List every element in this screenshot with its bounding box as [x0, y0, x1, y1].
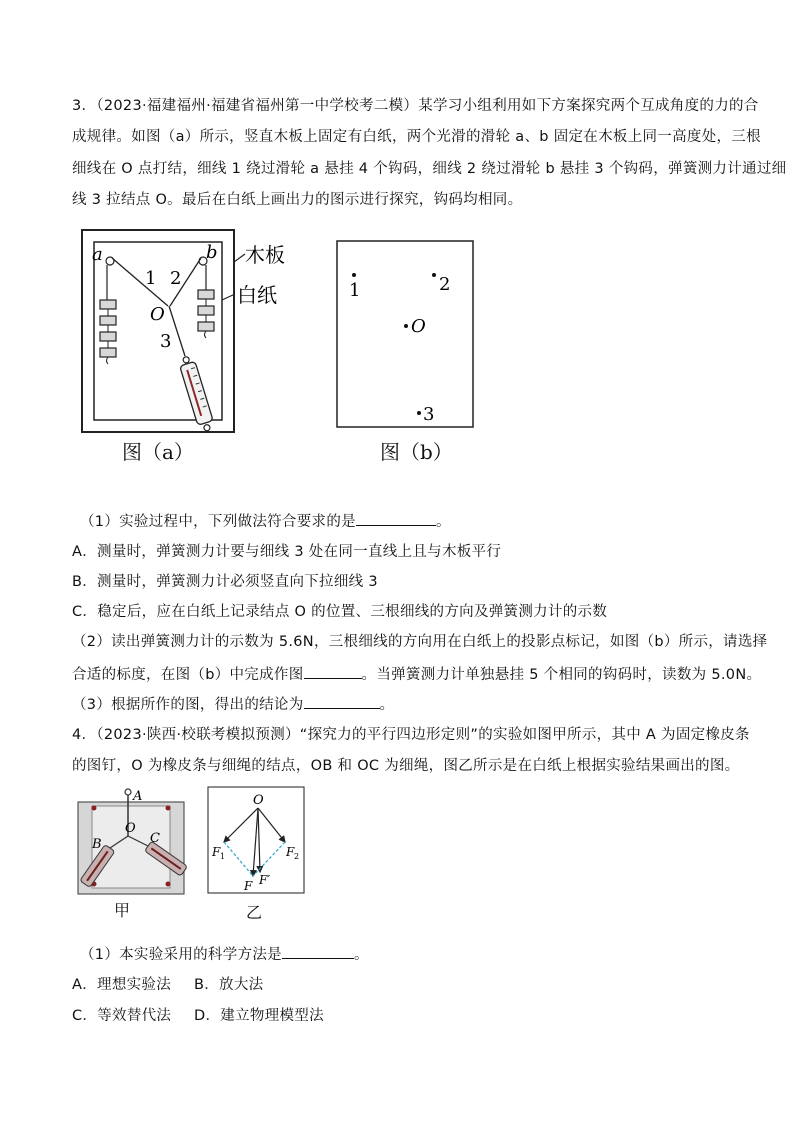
q4-line-1: 4．（2023·陕西·校联考模拟预测）“探究力的平行四边形定则”的实验如图甲所示，其中 A 为固定橡皮条	[72, 727, 750, 743]
q3-option-c: C．稳定后，应在白纸上记录结点 O 的位置、三根细线的方向及弹簧测力计的示数	[72, 604, 608, 620]
label-1: 1	[145, 268, 157, 289]
label-O: O	[150, 304, 165, 325]
label-F2-sub: 2	[294, 852, 300, 861]
label-3: 3	[160, 331, 172, 352]
q3-sub3-period: 。	[379, 697, 395, 713]
label-b: b	[206, 242, 218, 263]
label-b-O: O	[411, 316, 426, 337]
figure-jia-caption: 甲	[114, 901, 131, 920]
q4-option-d: D．建立物理模型法	[194, 1008, 324, 1024]
q3-line-4: 线 3 拉结点 O。最后在白纸上画出力的图示进行探究，钩码均相同。	[72, 192, 523, 208]
label-F-prime: F′	[259, 873, 271, 887]
figure-yi-caption: 乙	[246, 903, 263, 922]
weights-left	[100, 300, 116, 364]
label-jia-O: O	[125, 821, 136, 836]
board-label: 木板	[245, 243, 285, 267]
point-2	[432, 273, 436, 277]
q4-sub1-text: （1）本实验采用的科学方法是	[80, 947, 282, 963]
label-yi-O: O	[253, 793, 264, 808]
figure-jia	[76, 786, 188, 902]
label-F1-sub: 1	[220, 852, 226, 861]
q3-sub2-text-a: 合适的标度，在图（b）中完成作图	[72, 667, 304, 683]
q4-option-b: B．放大法	[194, 977, 264, 993]
figure-a	[80, 228, 300, 468]
q4-sub1	[80, 944, 369, 965]
label-a: a	[92, 244, 103, 265]
label-B: B	[92, 837, 102, 852]
figure-b	[336, 240, 476, 430]
figure-a-caption: 图（a）	[122, 440, 194, 464]
figure-yi	[207, 786, 305, 896]
string-1	[112, 258, 168, 306]
q4-line-2: 的图钉，O 为橡皮条与细绳的结点，OB 和 OC 为细绳，图乙所示是在白纸上根据实验结果画出的图。	[72, 758, 740, 774]
label-2: 2	[170, 268, 182, 289]
figure-b-caption: 图（b）	[380, 440, 453, 464]
q3-sub2-blank[interactable]	[304, 664, 362, 679]
label-A: A	[133, 789, 143, 804]
label-b-3: 3	[423, 404, 435, 425]
point-1	[352, 273, 356, 277]
paper-b	[337, 241, 473, 427]
q3-sub2-line-2	[72, 664, 761, 685]
q3-sub1	[80, 511, 451, 532]
label-F1: F	[212, 845, 221, 859]
spring-balance	[178, 355, 216, 433]
q4-option-c: C．等效替代法	[72, 1008, 172, 1024]
q3-sub3-text: （3）根据所作的图，得出的结论为	[72, 697, 304, 713]
q3-sub1-text: （1）实验过程中，下列做法符合要求的是	[80, 514, 356, 530]
point-O	[404, 324, 408, 328]
q3-option-b: B．测量时，弹簧测力计必须竖直向下拉细线 3	[72, 574, 378, 590]
q3-sub3	[72, 694, 394, 715]
q4-sub1-blank[interactable]	[282, 944, 354, 959]
point-3	[417, 411, 421, 415]
paper-label: 白纸	[237, 283, 277, 307]
q3-line-2: 成规律。如图（a）所示，竖直木板上固定有白纸，两个光滑的滑轮 a、b 固定在木板上同一高度处，三根	[72, 129, 761, 145]
label-b-1: 1	[349, 280, 361, 301]
q4-sub1-period: 。	[353, 947, 369, 963]
q3-line-1: 3．（2023·福建福州·福建省福州第一中学校考二模）某学习小组利用如下方案探究两个互成角度的力的合	[72, 98, 759, 114]
q3-sub3-blank[interactable]	[304, 694, 380, 709]
q3-option-a: A．测量时，弹簧测力计要与细线 3 处在同一直线上且与木板平行	[72, 544, 502, 560]
q4-option-a: A．理想实验法	[72, 977, 172, 993]
q3-sub1-period: 。	[435, 514, 451, 530]
q3-line-3: 细线在 O 点打结，细线 1 绕过滑轮 a 悬挂 4 个钩码，细线 2 绕过滑轮 b 悬挂 3 个钩码，弹簧测力计通过细	[72, 161, 787, 177]
label-C: C	[150, 831, 160, 846]
weights-right	[198, 290, 214, 338]
label-F: F	[244, 879, 253, 893]
q3-sub1-blank[interactable]	[356, 511, 436, 526]
label-b-2: 2	[439, 274, 451, 295]
q3-sub2-text-b: 。当弹簧测力计单独悬挂 5 个相同的钩码时，读数为 5.0N。	[361, 667, 762, 683]
label-F2: F	[286, 845, 295, 859]
q3-sub2-line-1: （2）读出弹簧测力计的示数为 5.6N，三根细线的方向用在白纸上的投影点标记，如图（b）所示，请选择	[72, 634, 768, 650]
pin-A	[125, 789, 131, 795]
